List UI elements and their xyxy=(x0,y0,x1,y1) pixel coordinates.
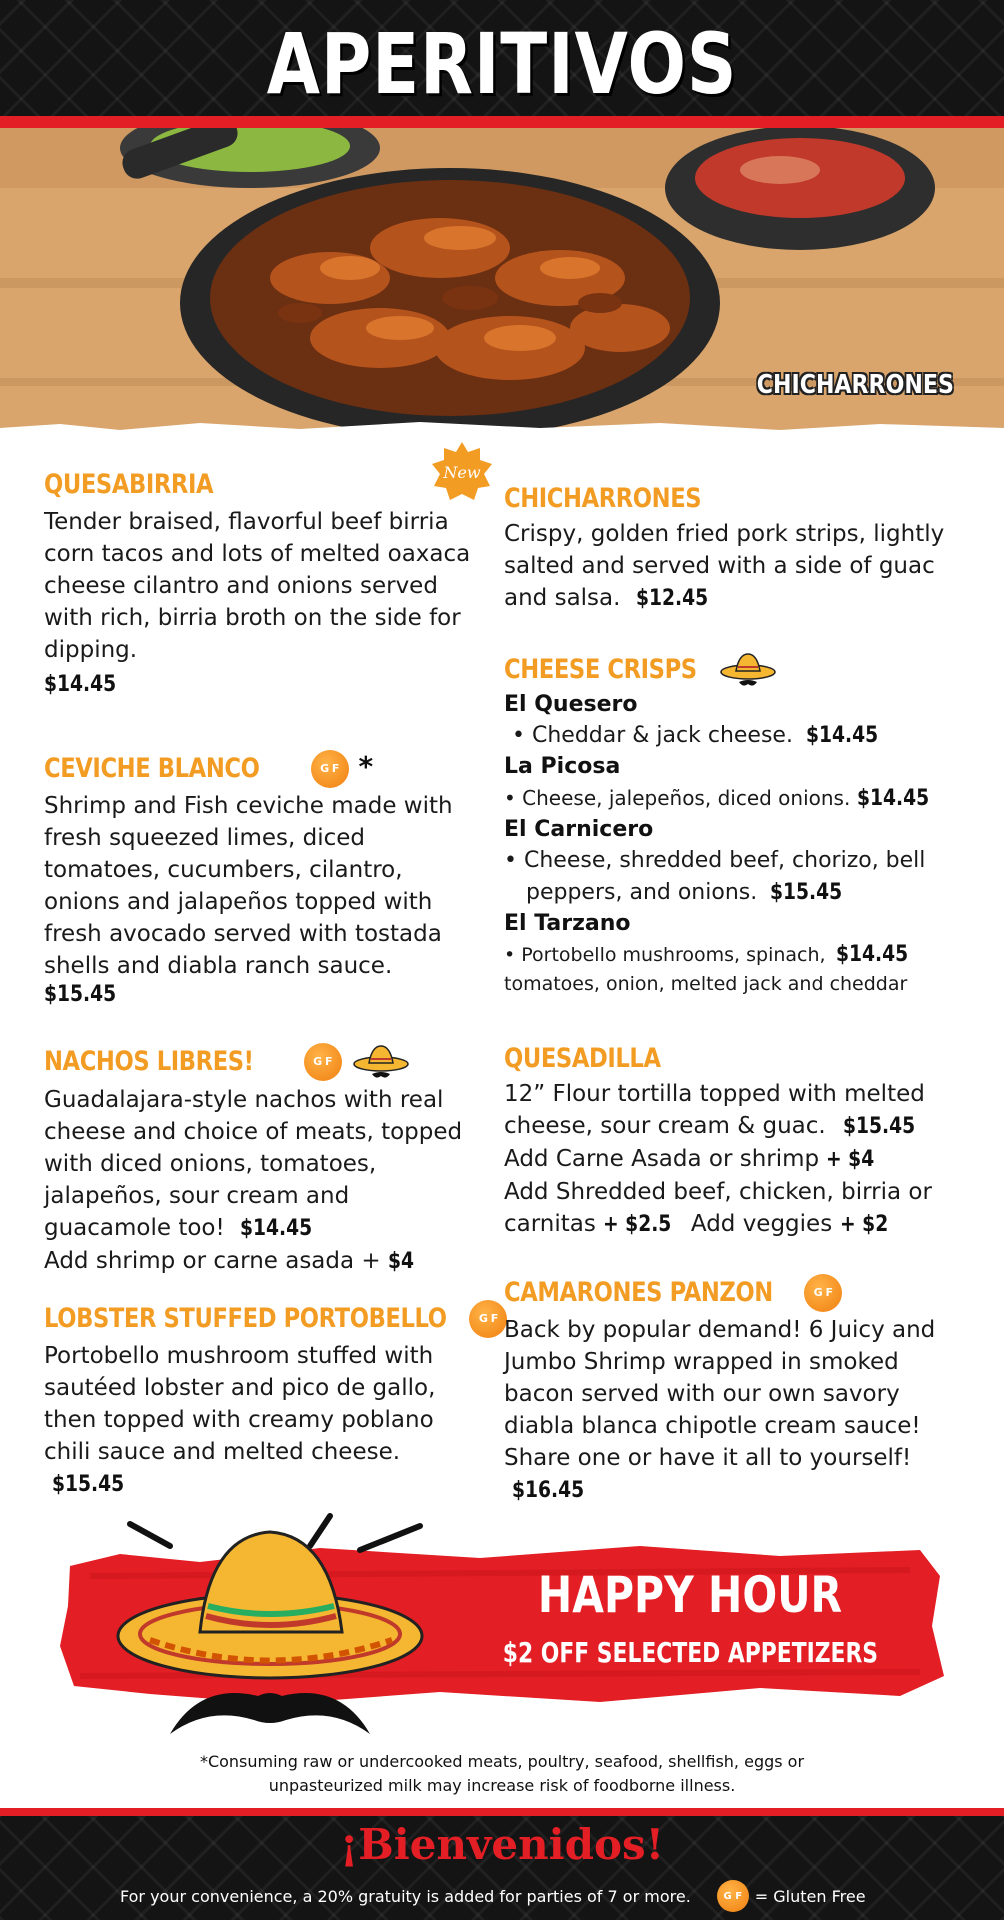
crisp-description-cont: peppers, and onions. xyxy=(526,880,758,905)
item-price: $16.45 xyxy=(512,1478,585,1503)
crisp-description: Portobello mushrooms, spinach, xyxy=(521,944,826,966)
item-price: $14.45 xyxy=(44,672,117,697)
crisp-name-el-carnicero: El Carnicero xyxy=(504,817,654,842)
disclaimer-line-2: unpasteurized milk may increase risk of foodborne illness. xyxy=(268,1776,736,1795)
crisp-price: $14.45 xyxy=(856,786,929,811)
item-description: Tender braised, flavorful beef birria corn tacos and lots of melted oaxaca cheese cilantro and onions served with rich, birria broth on the side for dipping. xyxy=(44,509,471,663)
crisp-price: $14.45 xyxy=(805,723,879,748)
item-title: CHEESE CRISPS xyxy=(504,654,697,685)
gluten-free-legend xyxy=(717,1880,866,1912)
page-title: APERITIVOS xyxy=(266,15,738,113)
item-description: Crispy, golden fried pork strips, lightly salted and served with a side of guac and salsa. xyxy=(504,521,945,611)
item-title: QUESADILLA xyxy=(504,1043,661,1074)
item-price: $15.45 xyxy=(44,982,117,1007)
hero-caption: CHICHARRONES xyxy=(756,370,954,400)
header xyxy=(0,0,1004,128)
gratuity-note: For your convenience, a 20% gratuity is added for parties of 7 or more. xyxy=(120,1886,691,1906)
item-price: $15.45 xyxy=(52,1472,125,1497)
item-price: $12.45 xyxy=(635,586,708,611)
item-description: Portobello mushroom stuffed with sautéed lobster and pico de gallo, then topped with creamy poblano chili sauce and melted cheese. xyxy=(44,1343,436,1465)
menu-item-lobster-portobello xyxy=(44,1300,498,1501)
gluten-free-icon: G F xyxy=(311,750,349,788)
item-title: CHICHARRONES xyxy=(504,483,702,514)
footer xyxy=(0,1808,1004,1920)
sombrero-icon xyxy=(352,1042,410,1082)
crisp-price: $15.45 xyxy=(770,880,843,905)
item-addon: Add Carne Asada or shrimp xyxy=(504,1146,820,1172)
crisp-description-cont: tomatoes, onion, melted jack and cheddar xyxy=(504,973,908,995)
addon-price: + $2.5 xyxy=(603,1212,672,1237)
crisp-name-el-tarzano: El Tarzano xyxy=(504,911,631,936)
happy-hour-title: HAPPY HOUR xyxy=(537,1566,843,1624)
hero-photo xyxy=(0,128,1004,440)
raw-warning-asterisk: * xyxy=(358,750,373,783)
gluten-free-icon: G F xyxy=(469,1300,507,1338)
menu-item-quesabirria xyxy=(44,468,474,697)
menu-item-ceviche-blanco xyxy=(44,750,474,1007)
disclaimer-line-1: *Consuming raw or undercooked meats, poultry, seafood, shellfish, eggs or xyxy=(199,1752,805,1771)
sombrero-icon xyxy=(719,650,777,690)
item-addon: Add shrimp or carne asada + xyxy=(44,1248,381,1274)
gluten-free-icon: G F xyxy=(304,1043,342,1081)
crisp-description: Cheddar & jack cheese. xyxy=(531,723,793,748)
item-description: Back by popular demand! 6 Juicy and Jumbo Shrimp wrapped in smoked bacon served with our own savory diabla blanca chipotle cream sauce! Share one or have it all to yourself! xyxy=(504,1317,936,1471)
item-price: $15.45 xyxy=(843,1114,916,1139)
addon-price: + $4 xyxy=(826,1147,875,1172)
header-red-stripe xyxy=(0,116,1004,128)
item-addon: Add veggies xyxy=(690,1211,833,1237)
crisp-description: • Cheese, shredded beef, chorizo, bell xyxy=(504,845,974,877)
item-description: Shrimp and Fish ceviche made with fresh squeezed limes, diced tomatoes, cucumbers, cilantro, onions and jalapeños topped with fresh avocado served with tostada shells and diabla ranch sauce. xyxy=(44,793,453,979)
addon-price: $4 xyxy=(388,1249,415,1274)
footer-red-stripe xyxy=(0,1808,1004,1816)
item-title: CEVICHE BLANCO xyxy=(44,753,260,784)
item-title: NACHOS LIBRES! xyxy=(44,1046,254,1077)
menu-item-chicharrones xyxy=(504,482,974,615)
addon-price: + $2 xyxy=(839,1212,888,1237)
menu-item-cheese-crisps xyxy=(504,650,974,997)
sombrero-mustache-illustration xyxy=(110,1506,430,1746)
gluten-free-icon: G F xyxy=(804,1274,842,1312)
menu-item-camarones-panzon xyxy=(504,1274,974,1507)
happy-hour-subtitle: $2 OFF SELECTED APPETIZERS xyxy=(502,1636,879,1669)
item-title: CAMARONES PANZON xyxy=(504,1277,773,1308)
item-price: $14.45 xyxy=(240,1216,313,1241)
crisp-price: $14.45 xyxy=(835,942,908,967)
gluten-free-legend-label: = Gluten Free xyxy=(754,1886,866,1906)
food-safety-disclaimer xyxy=(0,1750,1004,1798)
menu-item-quesadilla xyxy=(504,1042,974,1241)
item-description: 12” Flour tortilla topped with melted cheese, sour cream & guac. xyxy=(504,1081,925,1139)
item-addon: Add Shredded beef, chicken, birria or carnitas xyxy=(504,1179,932,1237)
crisp-name-la-picosa: La Picosa xyxy=(504,754,621,779)
new-badge-label: New xyxy=(443,463,481,482)
item-title: LOBSTER STUFFED PORTOBELLO xyxy=(44,1303,447,1334)
crisp-name-el-quesero: El Quesero xyxy=(504,692,638,717)
menu-item-nachos-libres xyxy=(44,1042,474,1278)
gluten-free-icon: G F xyxy=(717,1880,749,1912)
welcome-heading: ¡Bienvenidos! xyxy=(339,1820,665,1869)
item-title: QUESABIRRIA xyxy=(44,469,214,500)
crisp-description: Cheese, jalepeños, diced onions. xyxy=(522,786,851,810)
item-description: Guadalajara-style nachos with real cheese and choice of meats, topped with diced onions, tomatoes, jalapeños, sour cream and guacamole too! xyxy=(44,1087,463,1241)
